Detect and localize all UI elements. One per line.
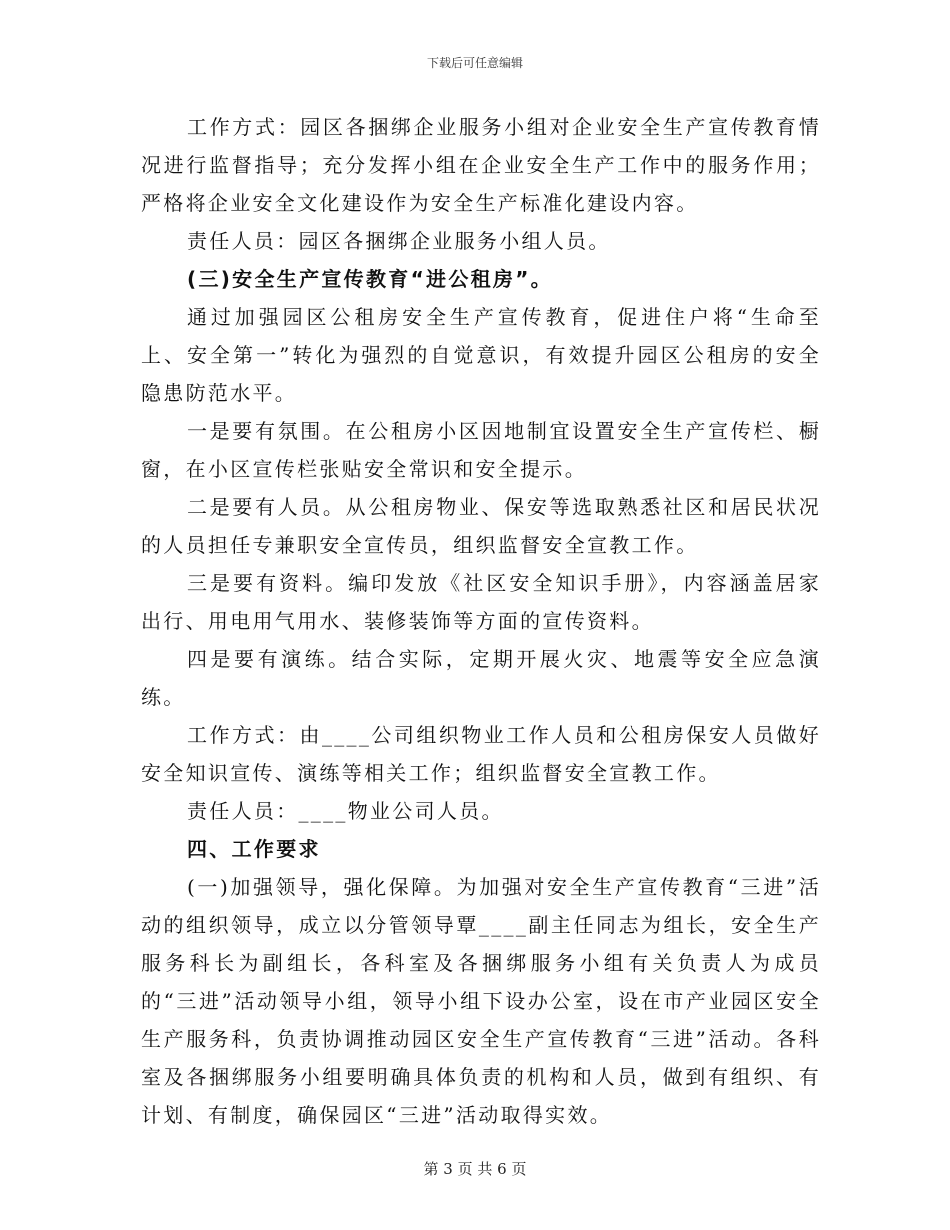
- paragraph-item-atmosphere: 一是要有氛围。在公租房小区因地制宜设置安全生产宣传栏、橱窗，在小区宣传栏张贴安全常识和安全提示。: [141, 419, 821, 481]
- page-number: 第 3 页 共 6 页: [423, 1160, 527, 1178]
- paragraph-leadership: (一)加强领导，强化保障。为加强对安全生产宣传教育“三进”活动的组织领导，成立以分管领导覃____副主任同志为组长，安全生产服务科长为副组长，各科室及各捆绑服务小组有关负责人为成员的“三进”活动领导小组，领导小组下设办公室，设在市产业园区安全生产服务科，负责协调推动园区安全生产宣传教育“三进”活动。各科室及各捆绑服务小组要明确具体负责的机构和人员，做到有组织、有计划、有制度，确保园区“三进”活动取得实效。: [141, 875, 821, 1127]
- paragraph-work-method-2: 工作方式：由____公司组织物业工作人员和公租房保安人员做好安全知识宣传、演练等相关工作；组织监督安全宣教工作。: [141, 723, 821, 785]
- section-heading-4: 四、工作要求: [187, 837, 321, 861]
- paragraph-item-materials: 三是要有资料。编印发放《社区安全知识手册》，内容涵盖居家出行、用电用气用水、装修装饰等方面的宣传资料。: [141, 571, 821, 633]
- paragraph-item-drills: 四是要有演练。结合实际，定期开展火灾、地震等安全应急演练。: [141, 647, 821, 709]
- paragraph-responsible-2: 责任人员：____物业公司人员。: [187, 799, 504, 823]
- section-heading-3: (三)安全生产宣传教育“进公租房”。: [187, 267, 553, 291]
- paragraph-public-housing-intro: 通过加强园区公租房安全生产宣传教育，促进住户将“生命至上、安全第一”转化为强烈的自觉意识，有效提升园区公租房的安全隐患防范水平。: [141, 305, 821, 405]
- paragraph-responsible-1: 责任人员：园区各捆绑企业服务小组人员。: [187, 229, 611, 253]
- paragraph-item-personnel: 二是要有人员。从公租房物业、保安等选取熟悉社区和居民状况的人员担任专兼职安全宣传员，组织监督安全宣教工作。: [141, 495, 821, 557]
- paragraph-work-method-1: 工作方式：园区各捆绑企业服务小组对企业安全生产宣传教育情况进行监督指导；充分发挥小组在企业安全生产工作中的服务作用；严格将企业安全文化建设作为安全生产标准化建设内容。: [141, 115, 821, 215]
- document-body: [141, 108, 821, 1134]
- page-header-note: 下载后可任意编辑: [426, 56, 523, 70]
